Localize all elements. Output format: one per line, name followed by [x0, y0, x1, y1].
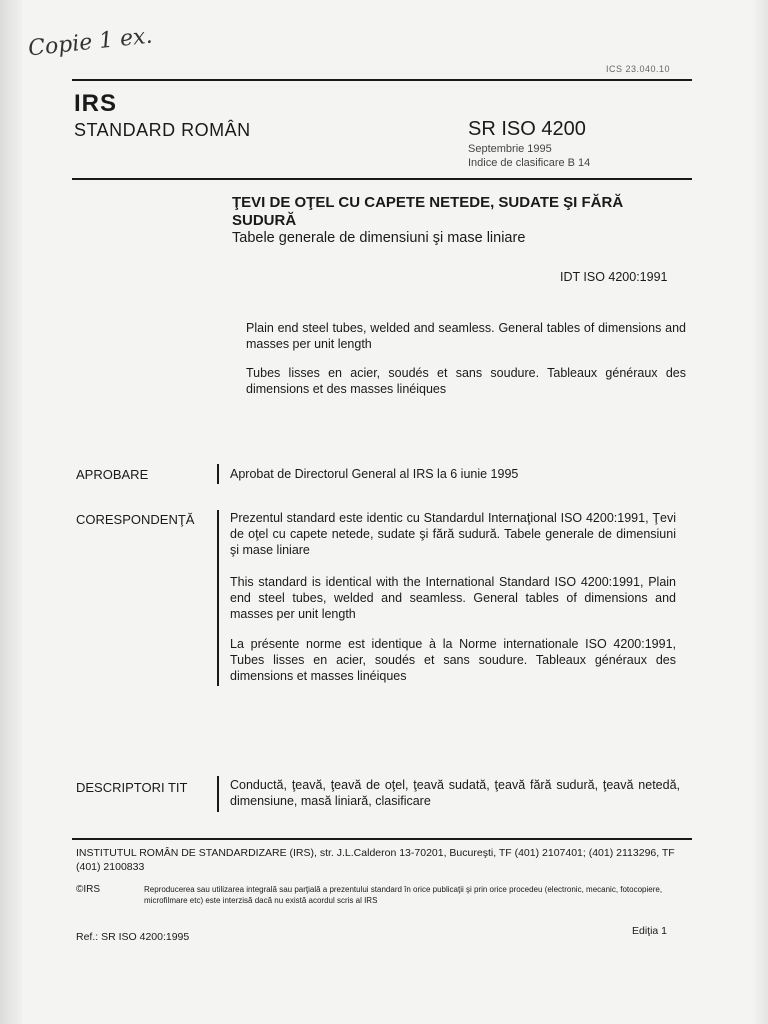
aprobare-label: APROBARE [76, 467, 149, 482]
aprobare-text: Aprobat de Directorul General al IRS la 6 iunie 1995 [230, 467, 519, 481]
title-en: Plain end steel tubes, welded and seamless. General tables of dimensions and masses per unit length [246, 321, 686, 351]
descriptori-label: DESCRIPTORI TIT [76, 780, 188, 795]
footer-rule [72, 838, 692, 840]
corespondenta-en: This standard is identical with the International Standard ISO 4200:1991, Plain end steel tubes, welded and seamless. General tables of dimensions and masses per unit length [230, 575, 676, 621]
classification-index: Indice de clasificare B 14 [468, 157, 591, 169]
standard-date: Septembrie 1995 [468, 143, 552, 155]
ics-code: ICS 23.040.10 [606, 64, 671, 74]
org-abbr: IRS [74, 90, 118, 117]
scan-right-edge [752, 0, 768, 1024]
aprobare-bar [217, 464, 219, 484]
corespondenta-bar [217, 510, 219, 686]
title-ro-line2: SUDURĂ [232, 212, 297, 229]
title-fr: Tubes lisses en acier, soudés et sans soudure. Tableaux généraux des dimensions et des masses linéiques [246, 366, 686, 396]
copyright: ©IRS [76, 884, 101, 895]
document-reference: Ref.: SR ISO 4200:1995 [76, 931, 190, 943]
title-ro-line1: ŢEVI DE OŢEL CU CAPETE NETEDE, SUDATE ŞI FĂRĂ [232, 194, 624, 211]
descriptori-text: Conductă, ţeavă, ţeavă de oţel, ţeavă sudată, ţeavă fără sudură, ţeavă netedă, dimensiune, masă liniară, clasificare [230, 778, 680, 808]
idt-reference: IDT ISO 4200:1991 [560, 270, 668, 284]
reproduction-notice: Reproducerea sau utilizarea integrală sau parţială a prezentului standard în orice publicaţii şi prin orice procedeu (electronic, mecanic, fotocopiere, microfilmare etc) este interzisă dacă nu există acordul scris al IRS [144, 885, 663, 905]
corespondenta-ro: Prezentul standard este identic cu Standardul Internaţional ISO 4200:1991, Ţevi de oţel cu capete netede, sudate şi fără sudură. Tabele generale de dimensiuni şi mase liniare [230, 511, 676, 557]
title-ro-sub: Tabele generale de dimensiuni şi mase liniare [232, 230, 526, 246]
scan-left-edge [0, 0, 22, 1024]
header-rule [72, 178, 692, 180]
top-rule [72, 79, 692, 81]
standard-label: STANDARD ROMÂN [74, 120, 251, 140]
edition: Ediţia 1 [632, 925, 668, 937]
corespondenta-fr: La présente norme est identique à la Norme internationale ISO 4200:1991, Tubes lisses en acier, soudés et sans soudure. Tableaux généraux des dimensions et masses linéiques [230, 637, 676, 683]
corespondenta-label: CORESPONDENŢĂ [76, 512, 195, 527]
standard-code: SR ISO 4200 [468, 118, 586, 140]
descriptori-bar [217, 776, 219, 812]
institute-address: INSTITUTUL ROMÂN DE STANDARDIZARE (IRS), str. J.L.Calderon 13-70201, Bucureşti, TF (401) 2107401; (401) 2113296, TF (401) 2100833 [76, 847, 675, 873]
handwritten-note: Copie 1 ex. [27, 23, 154, 62]
